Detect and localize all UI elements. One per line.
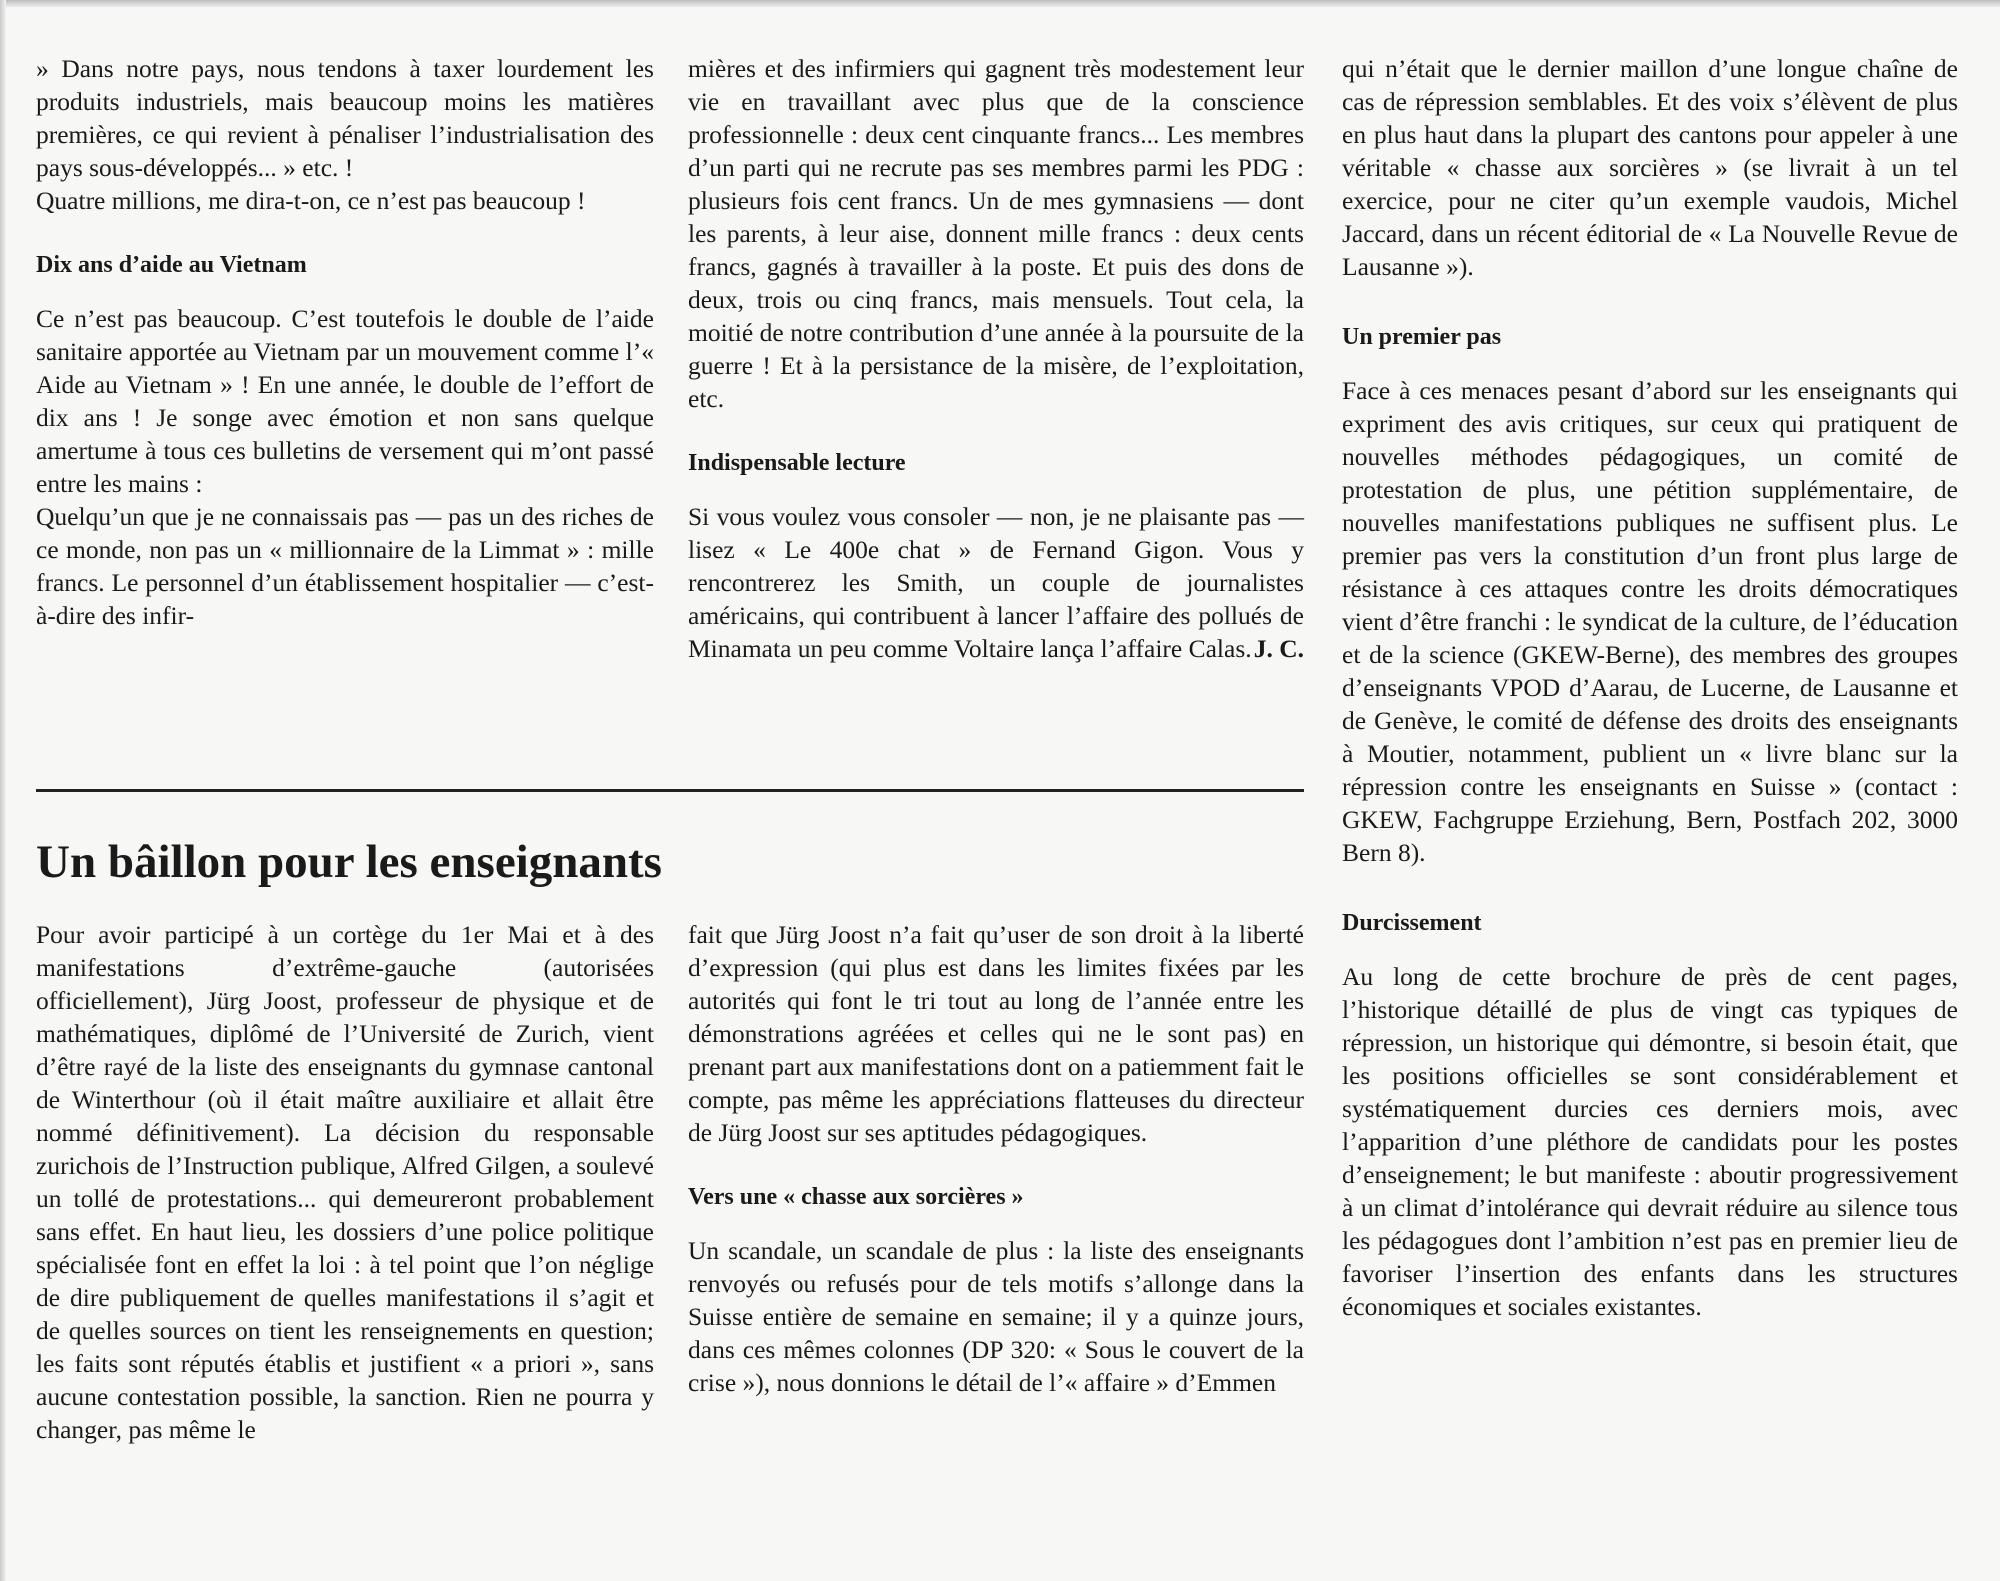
paragraph: Face à ces menaces pesant d’abord sur les enseignants qui expriment des avis critiques, sur ceux qui pratiquent de nouvelles méthodes pédagogiques, un comité de protestation de plus, une pétition supplémentaire, de nouvelles manifestations publiques ne suffisent plus. Le premier pas vers la constitution d’un front plus large de résistance à ces attaques contre les droits démocratiques vient d’être franchi : le syndicat de la culture, de l’éducation et de la science (GKEW-Berne), des membres des groupes d’enseignants VPOD d’Aarau, de Lucerne, de Lausanne et de Genève, le comité de défense des droits des enseignants à Moutier, notamment, publient un « livre blanc sur la répression contre les enseignants en Suisse » (contact : GKEW, Fachgruppe Erziehung, Bern, Postfach 202, 3000 Bern 8). [1342, 376, 1958, 867]
subheading-premier-pas: Un premier pas [1342, 324, 1502, 350]
subheading-durcissement: Durcissement [1342, 910, 1482, 936]
paragraph: Ce n’est pas beaucoup. C’est toutefois le double de l’aide sanitaire apportée au Vietnam par un mouvement comme l’« Aide au Vietnam » ! En une année, le double de l’effort de dix ans ! Je songe avec émotion et non sans quelque amertume à tous ces bulletins de versement qui m’ont passé entre les mains : [36, 304, 654, 498]
paragraph: Quelqu’un que je ne connaissais pas — pas un des riches de ce monde, non pas un « millionnaire de la Limmat » : mille francs. Le personnel d’un établissement hospitalier — c’est-à-dire des infir- [36, 502, 654, 630]
paragraph: Quatre millions, me dira-t-on, ce n’est pas beaucoup ! [36, 186, 586, 215]
article-headline: Un bâillon pour les enseignants [36, 836, 662, 888]
subheading-sorcieres: Vers une « chasse aux sorcières » [688, 1184, 1024, 1210]
subheading-lecture: Indispensable lecture [688, 450, 906, 476]
top-column-1 [36, 52, 654, 632]
top-column-2 [688, 52, 1304, 665]
paragraph: Pour avoir participé à un cortège du 1er Mai et à des manifestations d’extrême-gauche (autorisées officiellement), Jürg Joost, professeur de physique et de mathématiques, diplômé de l’Université de Zurich, vient d’être rayé de la liste des enseignants du gymnase cantonal de Winterthour (où il était maître auxiliaire et allait être nommé définitivement). La décision du responsable zurichois de l’Instruction publique, Alfred Gilgen, a soulevé un tollé de protestations... qui demeureront probablement sans effet. En haut lieu, les dossiers d’une police politique spécialisée font en effet la loi : à tel point que l’on néglige de dire publiquement de quelles manifestations il s’agit et de quelles sources on tient les renseignements en question; les faits sont réputés établis et justifient « a priori », sans aucune contestation possible, la sanction. Rien ne pourra y changer, pas même le [36, 920, 654, 1444]
paragraph: » Dans notre pays, nous tendons à taxer lourdement les produits industriels, mais beaucoup moins les matières premières, ce qui revient à pénaliser l’industrialisation des pays sous-développés... » etc. ! [36, 54, 654, 182]
paragraph: fait que Jürg Joost n’a fait qu’user de son droit à la liberté d’expression (qui plus est dans les limites fixées par les autorités qui font le tri tout au long de l’année entre les démonstrations agréées et celles qui ne le sont pas) en prenant part aux manifestations dont on a patiemment fait le compte, pas même les appréciations flatteuses du directeur de Jürg Joost sur ses aptitudes pédagogiques. [688, 920, 1304, 1147]
right-column [1342, 52, 1958, 1323]
subheading-vietnam: Dix ans d’aide au Vietnam [36, 252, 307, 278]
bottom-column-2 [688, 918, 1304, 1399]
paragraph: Au long de cette brochure de près de cent pages, l’historique détaillé de plus de vingt cas typiques de répression, un historique qui démontre, si besoin était, que les positions officielles se sont considérablement et systématiquement durcies ces derniers mois, avec l’apparition d’une pléthore de candidats pour les postes d’enseignement; le but manifeste : aboutir progressivement à un climat d’intolérance qui devrait réduire au silence tous les pédagogues dont l’ambition n’est pas en premier lieu de favoriser l’insertion des enfants dans les structures économiques et sociales existantes. [1342, 962, 1958, 1321]
section-divider [36, 789, 1304, 792]
author-signature: J. C. [1253, 634, 1304, 663]
paragraph: qui n’était que le dernier maillon d’une longue chaîne de cas de répression semblables. Et des voix s’élèvent de plus en plus haut dans la plupart des cantons pour appeler à une véritable « chasse aux sorcières » (se livrait à un tel exercice, pour ne citer qu’un exemple vaudois, Michel Jaccard, dans un récent éditorial de « La Nouvelle Revue de Lausanne »). [1342, 54, 1958, 281]
paragraph: Un scandale, un scandale de plus : la liste des enseignants renvoyés ou refusés pour de tels motifs s’allonge dans la Suisse entière de semaine en semaine; il y a quinze jours, dans ces mêmes colonnes (DP 320: « Sous le couvert de la crise »), nous donnions le détail de l’« affaire » d’Emmen [688, 1236, 1304, 1397]
paragraph [688, 500, 1304, 665]
paragraph: mières et des infirmiers qui gagnent très modestement leur vie en travaillant avec plus que de la conscience professionnelle : deux cent cinquante francs... Les membres d’un parti qui ne recrute pas ses membres parmi les PDG : plusieurs fois cent francs. Un de mes gymnasiens — dont les parents, à leur aise, donnent mille francs : deux cents francs, gagnés à travailler à la poste. Et puis des dons de deux, trois ou cinq francs, mais mensuels. Tout cela, la moitié de notre contribution d’une année à la poursuite de la guerre ! Et à la persistance de la misère, de l’exploitation, etc. [688, 54, 1304, 413]
page-top-edge [0, 0, 2000, 7]
page-left-edge [0, 0, 6, 1581]
paragraph-text: Si vous voulez vous consoler — non, je ne plaisante pas — lisez « Le 400e chat » de Fernand Gigon. Vous y rencontrerez les Smith, un couple de journalistes américains, qui contribuent à lancer l’affaire des pollués de Minamata un peu comme Voltaire lança l’affaire Calas. [688, 502, 1304, 663]
bottom-column-1 [36, 918, 654, 1446]
